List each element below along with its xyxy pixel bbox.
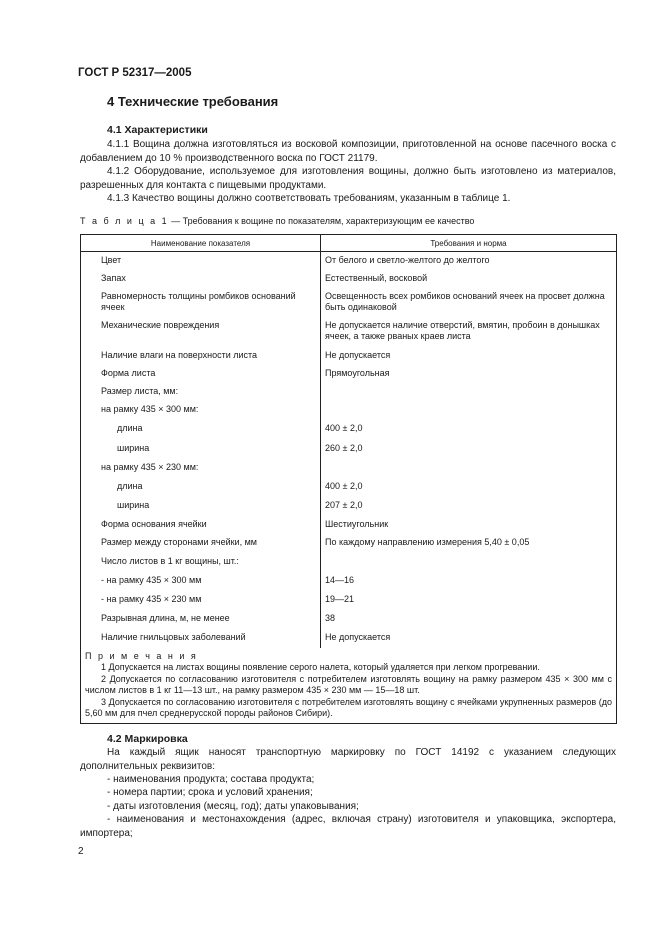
indicator-cell xyxy=(81,270,321,288)
requirement-text: Шестиугольник xyxy=(325,518,389,529)
indicator-cell xyxy=(81,534,321,553)
paragraph-4-1-1: 4.1.1 Вощина должна изготовляться из восковой композиции, приготовленной на основе пасечного воска с добавлением до 10 % производственного воска по ГОСТ 21179. xyxy=(80,139,616,164)
requirement-text: 400 ± 2,0 xyxy=(325,480,363,491)
indicator-text: Наличие гнильцовых заболеваний xyxy=(101,631,246,642)
indicator-text: Наличие влаги на поверхности листа xyxy=(101,349,258,360)
requirement-cell xyxy=(321,629,617,648)
requirement-cell xyxy=(321,317,617,347)
requirement-text: 400 ± 2,0 xyxy=(325,422,363,433)
requirement-cell xyxy=(321,440,617,459)
column-header-indicator: Наименование показателя xyxy=(81,235,321,252)
list-item: - наименования и местонахождения (адрес, включая страну) изготовителя и упаковщика, экспортера, импортера; xyxy=(80,814,616,839)
requirement-cell xyxy=(321,591,617,610)
table-row xyxy=(81,401,617,420)
requirement-text: Освещенность всех ромбиков оснований ячеек на просвет должна быть одинаковой xyxy=(325,290,605,312)
indicator-text: на рамку 435 × 300 мм: xyxy=(101,403,199,414)
notes-header: П р и м е ч а н и я xyxy=(85,650,198,661)
table-caption xyxy=(80,216,474,226)
table-row xyxy=(81,478,617,497)
indicator-cell xyxy=(81,383,321,401)
requirement-text: 38 xyxy=(325,612,336,623)
requirement-text: Естественный, восковой xyxy=(325,272,428,283)
requirements-table xyxy=(80,234,617,724)
indicator-text: - на рамку 435 × 300 мм xyxy=(101,574,202,585)
table-row xyxy=(81,440,617,459)
indicator-text: Запах xyxy=(101,272,126,283)
indicator-cell xyxy=(81,317,321,347)
requirement-text: Не допускается xyxy=(325,631,391,642)
indicator-text: Форма листа xyxy=(101,367,156,378)
list-item: - даты изготовления (месяц, год); даты упаковывания; xyxy=(107,801,359,812)
table-caption-text: — Требования к вощине по показателям, характеризующим ее качество xyxy=(168,216,475,226)
requirement-text: 19—21 xyxy=(325,593,355,604)
requirement-cell xyxy=(321,459,617,478)
requirement-cell xyxy=(321,553,617,572)
indicator-text: длина xyxy=(117,422,143,433)
requirement-cell xyxy=(321,497,617,516)
paragraph-4-2: На каждый ящик наносят транспортную маркировку по ГОСТ 14192 с указанием следующих дополнительных реквизитов: xyxy=(80,747,616,772)
table-notes xyxy=(81,648,617,724)
document-header: ГОСТ Р 52317—2005 xyxy=(78,67,192,79)
table-row xyxy=(81,553,617,572)
table-row xyxy=(81,516,617,534)
requirement-cell xyxy=(321,516,617,534)
table-row xyxy=(81,365,617,383)
table-row xyxy=(81,270,617,288)
list-item: - наименования продукта; состава продукта; xyxy=(107,774,315,785)
requirement-text xyxy=(321,553,616,556)
indicator-text: Цвет xyxy=(101,255,122,265)
requirement-cell xyxy=(321,478,617,497)
indicator-cell xyxy=(81,497,321,516)
requirement-text: Прямоугольная xyxy=(325,367,390,378)
indicator-cell xyxy=(81,610,321,629)
requirement-text: 207 ± 2,0 xyxy=(325,499,363,510)
requirement-cell xyxy=(321,420,617,440)
indicator-text: длина xyxy=(117,480,143,491)
table-row xyxy=(81,252,617,270)
indicator-cell xyxy=(81,365,321,383)
note-3: 3 Допускается по согласованию изготовителя с потребителем изготовлять вощину с ячейками укрупненных размеров (до 5,60 мм для пчел среднерусской породы районов Сибири). xyxy=(85,696,612,718)
note-2: 2 Допускается по согласованию изготовителя с потребителем изготовлять вощину на рамку размером 435 × 300 мм с числом листов в 1 кг 11—13 шт., на рамку размером 435 × 230 мм — 15—18 шт. xyxy=(85,673,612,695)
table-row xyxy=(81,347,617,365)
indicator-cell xyxy=(81,591,321,610)
indicator-cell xyxy=(81,478,321,497)
indicator-cell xyxy=(81,553,321,572)
indicator-cell xyxy=(81,347,321,365)
indicator-text: на рамку 435 × 230 мм: xyxy=(101,461,199,472)
requirement-text: От белого и светло-желтого до желтого xyxy=(325,255,490,265)
table-caption-prefix: Т а б л и ц а 1 xyxy=(80,216,169,226)
requirement-cell xyxy=(321,347,617,365)
table-row xyxy=(81,610,617,629)
page-number: 2 xyxy=(78,846,84,857)
column-header-requirement: Требования и норма xyxy=(321,235,617,252)
indicator-text: ширина xyxy=(117,499,150,510)
requirement-cell xyxy=(321,288,617,317)
indicator-cell xyxy=(81,401,321,420)
indicator-cell xyxy=(81,252,321,270)
indicator-text: Число листов в 1 кг вощины, шт.: xyxy=(101,555,239,566)
indicator-cell xyxy=(81,420,321,440)
table-row xyxy=(81,534,617,553)
indicator-cell xyxy=(81,288,321,317)
table-row xyxy=(81,383,617,401)
list-item: - номера партии; срока и условий хранения; xyxy=(107,787,313,798)
table-row xyxy=(81,572,617,591)
indicator-cell xyxy=(81,516,321,534)
indicator-cell xyxy=(81,459,321,478)
subsection-title-marking: 4.2 Маркировка xyxy=(107,733,188,745)
table-row xyxy=(81,629,617,648)
indicator-cell xyxy=(81,629,321,648)
table-row xyxy=(81,288,617,317)
indicator-text: ширина xyxy=(117,442,150,453)
table-row xyxy=(81,459,617,478)
requirement-text xyxy=(321,383,616,386)
indicator-text: Механические повреждения xyxy=(101,319,220,330)
requirement-text: Не допускается наличие отверстий, вмятин, пробоин в донышках ячеек, а также рваных краев листа xyxy=(325,319,600,341)
requirement-cell xyxy=(321,365,617,383)
indicator-text: Размер листа, мм: xyxy=(101,385,179,396)
requirement-cell xyxy=(321,401,617,420)
paragraph-4-1-3: 4.1.3 Качество вощины должно соответствовать требованиям, указанным в таблице 1. xyxy=(107,193,511,204)
subsection-title-characteristics: 4.1 Характеристики xyxy=(107,124,208,136)
requirement-text xyxy=(321,401,616,404)
requirement-text xyxy=(321,459,616,462)
table-row xyxy=(81,497,617,516)
indicator-text: - на рамку 435 × 230 мм xyxy=(101,593,202,604)
indicator-cell xyxy=(81,440,321,459)
requirement-cell xyxy=(321,270,617,288)
requirement-cell xyxy=(321,383,617,401)
table-row xyxy=(81,317,617,347)
table-row xyxy=(81,591,617,610)
section-title: 4 Технические требования xyxy=(107,94,279,109)
requirement-cell xyxy=(321,610,617,629)
note-1: 1 Допускается на листах вощины появление серого налета, который удаляется при легком прогревании. xyxy=(101,662,540,672)
requirement-cell xyxy=(321,252,617,270)
requirement-text: 260 ± 2,0 xyxy=(325,442,363,453)
indicator-text: Форма основания ячейки xyxy=(101,518,207,529)
indicator-text: Размер между сторонами ячейки, мм xyxy=(101,536,257,547)
indicator-text: Равномерность толщины ромбиков оснований ячеек xyxy=(101,290,296,312)
requirement-text: Не допускается xyxy=(325,349,391,360)
requirement-text: По каждому направлению измерения 5,40 ± 0,05 xyxy=(325,536,530,547)
requirement-cell xyxy=(321,534,617,553)
indicator-cell xyxy=(81,572,321,591)
paragraph-4-1-2: 4.1.2 Оборудование, используемое для изготовления вощины, должно быть изготовлено из материалов, разрешенных для контакта с пищевыми продуктами. xyxy=(80,166,616,191)
indicator-text: Разрывная длина, м, не менее xyxy=(101,612,230,623)
requirement-text: 14—16 xyxy=(325,574,355,585)
table-row xyxy=(81,420,617,440)
requirement-cell xyxy=(321,572,617,591)
